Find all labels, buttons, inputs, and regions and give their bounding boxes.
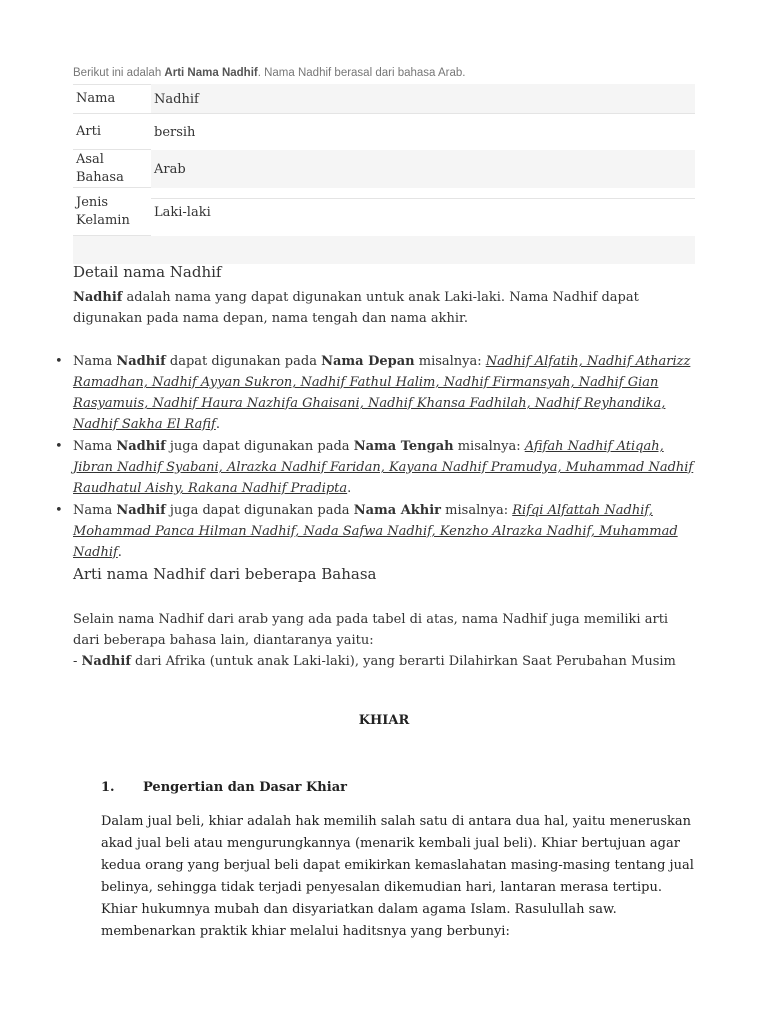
- example-names-link[interactable]: Rifqi Alfattah Nadhif, Mohammad Panca Hilman Nadhif, Nada Safwa Nadhif, Kenzho Alrazka Nadhif, Muhammad Nadhif: [73, 503, 678, 560]
- table-value: bersih: [154, 124, 196, 140]
- section-number: 1.: [101, 780, 115, 795]
- table-key: Asal Bahasa: [76, 152, 124, 185]
- table-row: [73, 84, 695, 114]
- example-names-link[interactable]: Afifah Nadhif Atiqah, Jibran Nadhif Syabani, Alrazka Nadhif Faridan, Kayana Nadhif Pramudya, Muhammad Nadhif Raudhatul Aishy, Rakana Nadhif Pradipta: [73, 439, 694, 496]
- name-info-table: [73, 84, 695, 236]
- table-row: [73, 114, 695, 150]
- table-value: Arab: [151, 150, 695, 188]
- table-footer-band: [73, 236, 695, 264]
- table-key: Nama: [76, 91, 116, 106]
- list-item: • Nama Nadhif juga dapat digunakan pada Nama Akhir misalnya: Rifqi Alfattah Nadhif, Mohammad Panca Hilman Nadhif, Nada Safwa Nadhif, Kenzho Alrazka Nadhif, Muhammad Nadhif.: [55, 503, 678, 560]
- list-item: • Nama Nadhif dapat digunakan pada Nama Depan misalnya: Nadhif Alfatih, Nadhif Atharizz Ramadhan, Nadhif Ayyan Sukron, Nadhif Fathul Halim, Nadhif Firmansyah, Nadhif Gian Rasyamuis, Nadhif Haura Nazhifa Ghaisani, Nadhif Khansa Fadhilah, Nadhif Reyhandika, Nadhif Sakha El Rafif.: [55, 354, 691, 432]
- table-key: Jenis Kelamin: [76, 195, 130, 228]
- khiar-paragraph: Dalam jual beli, khiar adalah hak memilih salah satu di antara dua hal, yaitu meneruskan akad jual beli atau mengurungkannya (menarik kembali jual beli). Khiar bertujuan agar kedua orang yang berjual beli dapat emikirkan kemaslahatan masing-masing tentang jual belinya, sehingga tidak terjadi penyesalan dikemudian hari, lantaran merasa tertipu. Khiar hukumnya mubah dan disyariatkan dalam agama Islam. Rasulullah saw. membenarkan praktik khiar melalui haditsnya yang berbunyi:: [101, 814, 694, 939]
- usage-list: [55, 351, 700, 564]
- detail-paragraph: Nadhif adalah nama yang dapat digunakan untuk anak Laki-laki. Nama Nadhif dapat digunakan pada nama depan, nama tengah dan nama akhir.: [73, 290, 639, 326]
- arti-paragraph: Selain nama Nadhif dari arab yang ada pada tabel di atas, nama Nadhif juga memiliki arti dari beberapa bahasa lain, diantaranya yaitu: - Nadhif dari Afrika (untuk anak Laki-laki), yang berarti Dilahirkan Saat Perubahan Musim: [73, 612, 676, 669]
- table-key: Arti: [76, 124, 101, 139]
- list-item: • Nama Nadhif juga dapat digunakan pada Nama Tengah misalnya: Afifah Nadhif Atiqah, Jibran Nadhif Syabani, Alrazka Nadhif Faridan, Kayana Nadhif Pramudya, Muhammad Nadhif Raudhatul Aishy, Rakana Nadhif Pradipta.: [55, 439, 694, 496]
- table-row: [73, 188, 695, 236]
- khiar-title: KHIAR: [358, 713, 410, 728]
- example-names-link[interactable]: Nadhif Alfatih, Nadhif Atharizz Ramadhan, Nadhif Ayyan Sukron, Nadhif Fathul Halim, Nadhif Firmansyah, Nadhif Gian Rasyamuis, Nadhif Haura Nazhifa Ghaisani, Nadhif Khansa Fadhilah, Nadhif Reyhandika, Nadhif Sakha El Rafif: [73, 354, 691, 432]
- arti-heading: Arti nama Nadhif dari beberapa Bahasa: [73, 565, 377, 583]
- table-row: [73, 150, 695, 188]
- section-title: Pengertian dan Dasar Khiar: [143, 780, 347, 795]
- detail-heading: Detail nama Nadhif: [73, 263, 222, 281]
- table-value: Nadhif: [151, 84, 695, 114]
- intro-text: Berikut ini adalah Arti Nama Nadhif. Nama Nadhif berasal dari bahasa Arab.: [73, 67, 466, 79]
- table-value: Laki-laki: [154, 204, 211, 220]
